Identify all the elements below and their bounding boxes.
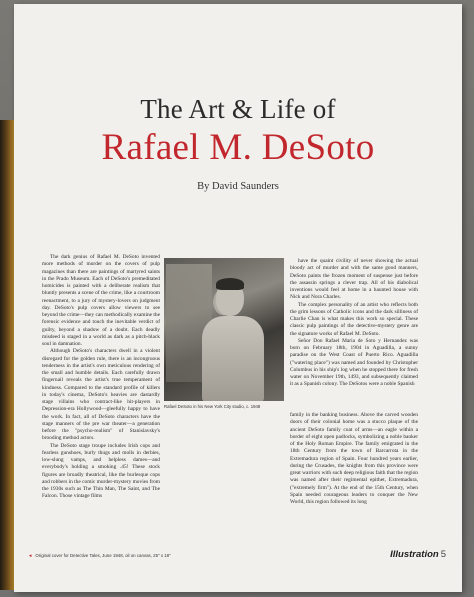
triangle-bullet-icon: ◄ — [28, 553, 33, 558]
article-kicker: The Art & Life of — [140, 94, 336, 124]
paragraph: Señor Don Rafael Maria de Soto y Hernandez was born on February 18th, 1904 in Aguadilla, a sunny paradise on the West Coast of Puerto Rico. Aguadilla ("watering place") was named and founded by Christopher Columbus in his ship's log when he stopped there for fresh water on November 19th, 1493, and subsequently claimed it as a Spanish colony. The DeSotos were a noble Spanish — [290, 337, 418, 388]
article-byline: By David Saunders — [197, 181, 279, 192]
paragraph: Although DeSoto's characters dwell in a violent disregard for the golden rule, there is an incongruous tenderness in the artist's own meticulous rendering of the small and humble details. Each carefully drawn fingernail reveals the artist's true temperament of kindness. Compared to the standard profile of killers in today's cinema, DeSoto's heavies are dastardly stage villains who contract-like hit-players in Depression-era Hollywood—gleefully happy to have the work. In fact, all of DeSoto characters have the stage manners of the pre war theater—a generation before the "psycho-realism" of Stanislavsky's brooding method actors. — [42, 348, 160, 442]
artist-figure — [202, 316, 264, 401]
paragraph: have the quaint civility of never showing the actual bloody act of murder and with the same good manners, DeSoto paints the frozen moment of suspense just before the assassin springs a clever trap. All of his diabolical inventions would feel at home in a haunted house with Nick and Nora Charles. — [290, 258, 418, 301]
page-folio — [390, 549, 446, 560]
continuation-text: family in the banking business. Above the carved wooden doors of their colonial home was a stucco plaque of the ancient DeSoto family coat of arms—an eagle within a border of eight open padlocks, symbolizing a noble banker of the Holy Roman Empire. The family emigrated in the 18th Century from the town of Barcarrota in the Extremadura region of Spain. Four hundred years earlier, during the Crusades, the knights from this province were great warriors with such deep religious faith that the region was named after their regimental epithet, Extremadura, ("extremely firm"). At the end of the 15th Century, when Spain needed courageous leaders to conquer the New World, this region followed its long — [290, 412, 418, 505]
cover-credit-text: Original cover for Detective Tales, June 1948, oil on canvas, 25" x 18" — [35, 553, 171, 558]
magazine-name: Illustration — [390, 549, 439, 560]
artist-studio-photo — [164, 258, 284, 401]
body-column-right — [290, 258, 418, 389]
paragraph: The dark genius of Rafael M. DeSoto invented more methods of murder on the covers of pulp magazines than there are paintings of martyred saints in the Prado Museum. Each of DeSoto's premeditated homicides is painted with a deliberate realism that bluntly presents a scene of the crime, like a courtroom reenactment, to a jury of mystery-lovers on judgment day. DeSoto's pulp covers allow viewers to see beyond the crime—they can methodically examine the forensic evidence and touch the inevitable verdict of guilty, beyond a shadow of a doubt. Each deadly misdeed is staged in a world as dark as a pitch-black soul in damnation. — [42, 254, 160, 347]
artist-hair — [216, 278, 244, 290]
article-title: Rafael M. DeSoto — [101, 127, 375, 168]
paragraph: The complex personality of an artist who reflects both the grim lessons of Catholic icons and the dark silliness of Charlie Chan is what makes this work so special. These classic pulp paintings of the detective-mystery genre are the signature works of Rafael M. DeSoto. — [290, 301, 418, 337]
paragraph: The DeSoto stage troupe includes Irish cops and fearless gunshoes, burly thugs and molls in derbies, low-slung vamps, and helpless dames—and everybody's holding a smoking .45! These stock figures are broadly theatrical, like the burlesque cops and robbers in the comic murder-mystery movies from the 1930s such as The Thin Man, The Saint, and The Falcon. Those vintage films — [42, 442, 161, 500]
photo-caption: Rafael DeSoto in his New York City studio, c. 1948 — [164, 404, 261, 409]
cover-credit — [28, 553, 268, 558]
body-column-left — [42, 254, 160, 501]
page-number: 5 — [440, 549, 446, 560]
